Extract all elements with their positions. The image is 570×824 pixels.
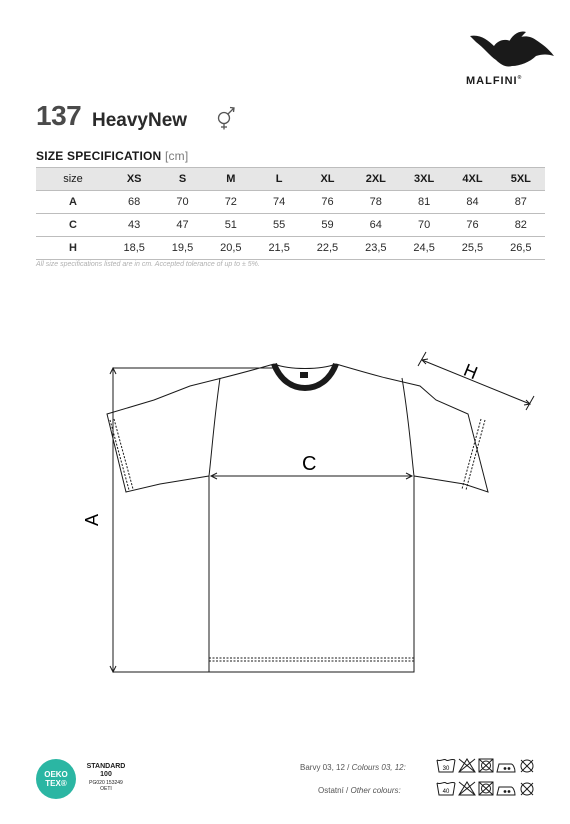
table-cell: 74 (255, 191, 303, 214)
header-cell: L (255, 168, 303, 191)
unisex-gender-icon (214, 104, 236, 130)
header-cell: 3XL (400, 168, 448, 191)
brand-name: MALFINI® (466, 75, 523, 87)
table-cell: 78 (352, 191, 400, 214)
table-row (36, 214, 545, 237)
no-tumble-dry-icon (479, 782, 493, 795)
tolerance-note: All size specifications listed are in cm. Accepted tolerance of up to ± 5%. (36, 261, 260, 268)
table-cell: 19,5 (158, 237, 206, 260)
table-cell: 64 (352, 214, 400, 237)
no-bleach-icon (459, 759, 475, 772)
table-cell: 59 (303, 214, 351, 237)
oeko-standard: STANDARD 100 (86, 763, 126, 778)
table-cell: 51 (207, 214, 255, 237)
table-cell: 22,5 (303, 237, 351, 260)
table-cell: C (36, 214, 110, 237)
table-cell: 43 (110, 214, 158, 237)
table-cell: 26,5 (497, 237, 545, 260)
label-a: A (82, 513, 102, 526)
table-cell: 72 (207, 191, 255, 214)
no-tumble-dry-icon (479, 759, 493, 772)
dimension-a-line (110, 368, 274, 672)
table-row (36, 237, 545, 260)
table-cell: 76 (303, 191, 351, 214)
svg-text:40: 40 (442, 789, 450, 795)
other-colours-care-label: Ostatní / Other colours: (318, 786, 401, 795)
table-cell: 81 (400, 191, 448, 214)
care-symbols-row-2 (435, 779, 547, 799)
table-cell: 20,5 (207, 237, 255, 260)
oeko-certificate: PG020 153249 OETI (89, 780, 123, 792)
table-cell: A (36, 191, 110, 214)
care-symbols-row-1 (435, 756, 547, 776)
table-cell: 23,5 (352, 237, 400, 260)
svg-text:30: 30 (442, 766, 450, 772)
header-cell: 2XL (352, 168, 400, 191)
table-cell: 82 (497, 214, 545, 237)
table-cell: 47 (158, 214, 206, 237)
table-cell: 21,5 (255, 237, 303, 260)
size-spec-title: SIZE SPECIFICATION [cm] (36, 149, 189, 163)
table-cell: H (36, 237, 110, 260)
iron-icon (497, 787, 515, 795)
table-row (36, 191, 545, 214)
header-cell: 4XL (448, 168, 496, 191)
product-name: HeavyNew (92, 110, 188, 131)
header-cell: XL (303, 168, 351, 191)
svg-text:TEX®: TEX® (45, 779, 67, 788)
collar (274, 364, 336, 388)
table-header-row (36, 168, 545, 191)
table-cell: 70 (400, 214, 448, 237)
table-cell: 24,5 (400, 237, 448, 260)
product-code: 137 (36, 100, 82, 131)
tshirt-measurement-diagram (80, 340, 550, 680)
header-cell: size (36, 168, 110, 191)
label-h: H (460, 359, 481, 384)
header-cell: S (158, 168, 206, 191)
table-cell: 18,5 (110, 237, 158, 260)
dimension-h-line (418, 352, 534, 410)
label-c: C (302, 453, 317, 475)
no-bleach-icon (459, 782, 475, 795)
iron-icon (497, 764, 515, 772)
table-cell: 87 (497, 191, 545, 214)
table-cell: 70 (158, 191, 206, 214)
header-cell: M (207, 168, 255, 191)
table-cell: 55 (255, 214, 303, 237)
svg-text:OEKO: OEKO (44, 770, 68, 779)
header-cell: XS (110, 168, 158, 191)
table-cell: 76 (448, 214, 496, 237)
table-cell: 84 (448, 191, 496, 214)
table-cell: 68 (110, 191, 158, 214)
table-cell: 25,5 (448, 237, 496, 260)
colours-care-label: Barvy 03, 12 / Colours 03, 12: (300, 763, 406, 772)
header-cell: 5XL (497, 168, 545, 191)
size-table (36, 167, 545, 260)
oeko-tex-logo (35, 758, 77, 800)
no-dry-clean-icon (521, 760, 533, 772)
tshirt-outline (107, 364, 488, 672)
no-dry-clean-icon (521, 783, 533, 795)
